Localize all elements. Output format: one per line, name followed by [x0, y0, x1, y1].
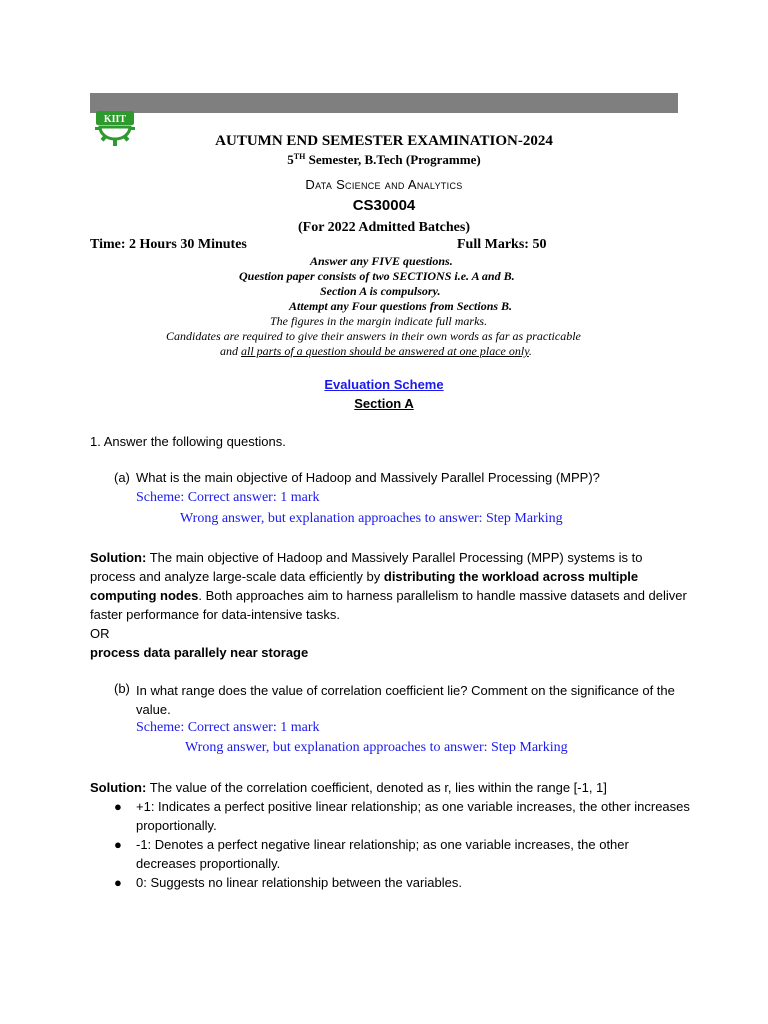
- list-item: ● +1: Indicates a perfect positive linear relationship; as one variable increases, the other increases proportionally.: [114, 799, 690, 833]
- solution-a: Solution: The main objective of Hadoop and Massively Parallel Processing (MPP) systems is to process and analyze large-scale data efficiently by distributing the workload across multiple computing nodes. Both approaches aim to harness parallelism to handle massive datasets and deliver faster performance for data-intensive tasks. OR process data parallely near storage: [90, 550, 687, 660]
- instruction-3: Section A is compulsory.: [320, 284, 441, 298]
- solution-b: Solution: The value of the correlation coefficient, denoted as r, lies within the range [-1, 1]: [90, 780, 607, 795]
- scheme-a-step: Wrong answer, but explanation approaches to answer: Step Marking: [180, 511, 563, 526]
- solution-a-alt: process data parallely near storage: [90, 645, 309, 660]
- instruction-7: and all parts of a question should be answered at one place only.: [220, 344, 532, 358]
- scheme-b-step: Wrong answer, but explanation approaches to answer: Step Marking: [185, 740, 568, 755]
- instruction-5: The figures in the margin indicate full marks.: [270, 314, 488, 328]
- list-item: ● -1: Denotes a perfect negative linear relationship; as one variable increases, the other decreases proportionally.: [114, 837, 629, 871]
- question-1: 1. Answer the following questions.: [90, 434, 286, 449]
- bullet-icon: ●: [114, 799, 122, 814]
- bullet-icon: ●: [114, 875, 122, 890]
- bullet-icon: ●: [114, 837, 122, 852]
- course-code: CS30004: [352, 197, 416, 214]
- instruction-1: Answer any FIVE questions.: [310, 254, 453, 268]
- question-b-label: (b): [114, 681, 130, 696]
- question-a-label: (a): [114, 470, 130, 485]
- batches-line: (For 2022 Admitted Batches): [298, 220, 470, 235]
- question-a-text: What is the main objective of Hadoop and Massively Parallel Processing (MPP)?: [136, 470, 600, 485]
- instruction-4: Attempt any Four questions from Sections B.: [289, 299, 513, 313]
- solution-a-or: OR: [90, 626, 110, 641]
- header-bar: [90, 93, 678, 113]
- section-a-heading: Section A: [354, 396, 414, 411]
- instruction-6: Candidates are required to give their answers in their own words as far as practicable: [166, 329, 581, 343]
- evaluation-scheme-link[interactable]: Evaluation Scheme: [324, 377, 444, 392]
- scheme-b-correct: Scheme: Correct answer: 1 mark: [136, 720, 320, 735]
- course-name: Data Science and Analytics: [305, 177, 463, 192]
- list-item: ● 0: Suggests no linear relationship between the variables.: [114, 875, 462, 890]
- instruction-2: Question paper consists of two SECTIONS i.e. A and B.: [239, 269, 515, 283]
- scheme-a-correct: Scheme: Correct answer: 1 mark: [136, 490, 320, 505]
- exam-title: AUTUMN END SEMESTER EXAMINATION-2024: [215, 133, 553, 149]
- question-b-text: In what range does the value of correlation coefficient lie? Comment on the significance of the value.: [136, 683, 675, 717]
- logo-text: KIIT: [103, 114, 127, 125]
- semester-line: 5TH Semester, B.Tech (Programme): [287, 152, 481, 167]
- solution-b-bullets: [90, 797, 690, 892]
- full-marks: Full Marks: 50: [457, 237, 547, 252]
- time-allowed: Time: 2 Hours 30 Minutes: [90, 237, 247, 252]
